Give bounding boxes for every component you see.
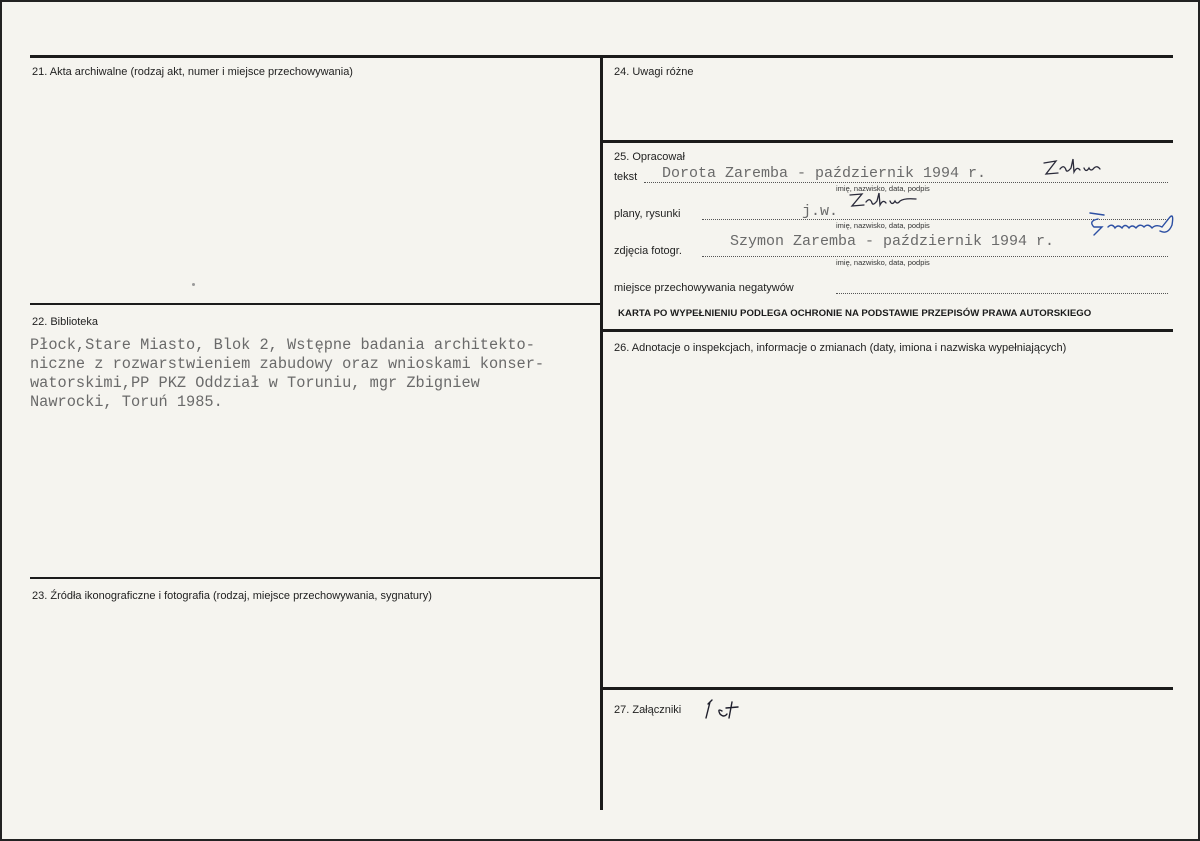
section-24-label: 24. Uwagi różne bbox=[614, 66, 694, 78]
plany-value: j.w. bbox=[802, 203, 839, 220]
section-25-label: 25. Opracował bbox=[614, 151, 685, 163]
rule-21-22 bbox=[30, 303, 602, 305]
signature-plany bbox=[846, 190, 922, 214]
rule-26-27 bbox=[602, 687, 1173, 690]
signature-tekst bbox=[1040, 154, 1108, 184]
bibliography-line: watorskimi,PP PKZ Oddział w Toruniu, mgr Zbigniew bbox=[30, 374, 480, 392]
negatives-dotted-line bbox=[836, 293, 1168, 294]
section-22-label: 22. Biblioteka bbox=[32, 316, 99, 328]
signature-zdjecia bbox=[1084, 209, 1188, 243]
rule-25-26 bbox=[602, 329, 1173, 332]
rule-22-23 bbox=[30, 577, 602, 579]
tekst-label: tekst bbox=[614, 171, 638, 183]
zdjecia-caption: imię, nazwisko, data, podpis bbox=[836, 258, 930, 267]
zdjecia-value: Szymon Zaremba - październik 1994 r. bbox=[730, 233, 1055, 250]
bibliography-line: niczne z rozwarstwieniem zabudowy oraz wnioskami konser- bbox=[30, 355, 545, 373]
negatives-label: miejsce przechowywania negatywów bbox=[614, 282, 794, 294]
center-divider bbox=[600, 55, 603, 810]
zdjecia-label: zdjęcia fotogr. bbox=[614, 245, 682, 257]
bibliography-line: Płock,Stare Miasto, Blok 2, Wstępne badania architekto- bbox=[30, 336, 535, 354]
section-22-typed-text bbox=[30, 336, 544, 412]
bibliography-line: Nawrocki, Toruń 1985. bbox=[30, 393, 223, 411]
zdjecia-dotted-line bbox=[702, 256, 1168, 257]
copyright-note: KARTA PO WYPEŁNIENIU PODLEGA OCHRONIE NA PODSTAWIE PRZEPISÓW PRAWA AUTORSKIEGO bbox=[618, 308, 1092, 319]
tekst-value: Dorota Zaremba - październik 1994 r. bbox=[662, 165, 987, 182]
paper-speck bbox=[192, 283, 195, 286]
section-27-label: 27. Załączniki bbox=[614, 704, 682, 716]
plany-label: plany, rysunki bbox=[614, 208, 681, 220]
section-26-label: 26. Adnotacje o inspekcjach, informacje o zmianach (daty, imiona i nazwiska wypełniających) bbox=[614, 342, 1067, 354]
section-23-label: 23. Źródła ikonograficzne i fotografia (rodzaj, miejsce przechowywania, sygnatury) bbox=[32, 590, 432, 602]
plany-caption: imię, nazwisko, data, podpis bbox=[836, 221, 930, 230]
section-21-label: 21. Akta archiwalne (rodzaj akt, numer i miejsce przechowywania) bbox=[32, 66, 353, 78]
rule-24-25 bbox=[602, 140, 1173, 143]
signature-attachments bbox=[704, 696, 754, 722]
tekst-caption: imię, nazwisko, data, podpis bbox=[836, 184, 930, 193]
